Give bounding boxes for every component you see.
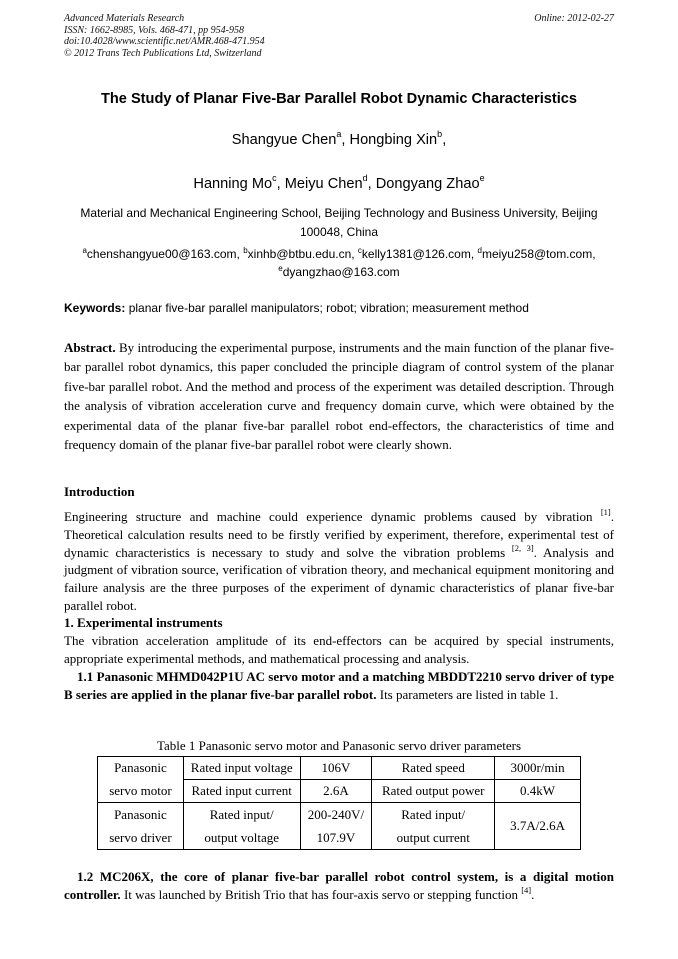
author-name: Hanning Mo bbox=[193, 176, 273, 192]
author-name: Shangyue Chen bbox=[231, 132, 337, 148]
author-line-1: Shangyue Chen$^a$, Hongbing Xin$^b$, bbox=[231, 129, 447, 148]
cell-line: Panasonic bbox=[114, 807, 167, 822]
table-cell: Rated input current bbox=[183, 780, 300, 803]
email-address[interactable]: xinhb@btbu.edu.cn bbox=[247, 247, 352, 261]
sentence-end: . bbox=[531, 886, 535, 902]
cell-line: Rated input/ bbox=[401, 807, 466, 822]
author-name: Dongyang Zhao bbox=[375, 176, 480, 192]
email-sup: a bbox=[82, 246, 87, 255]
citation: [2, 3] bbox=[511, 542, 534, 553]
table-cell: 3000r/min bbox=[495, 757, 581, 780]
online-date: Online: 2012-02-27 bbox=[534, 13, 614, 24]
cell-line: output current bbox=[396, 830, 470, 845]
keywords-text: planar five-bar parallel manipulators; robot; vibration; measurement method bbox=[128, 301, 529, 315]
section1-heading: 1. Experimental instruments bbox=[64, 615, 223, 630]
table-cell: Rated speed bbox=[372, 757, 495, 780]
table-caption: Table 1 Panasonic servo motor and Panasonic servo driver parameters bbox=[156, 738, 522, 753]
subsection-1-1 bbox=[64, 668, 614, 704]
author-sup: d bbox=[362, 173, 368, 183]
table-cell: 2.6A bbox=[300, 780, 372, 803]
table-cell: Rated input voltage bbox=[183, 757, 300, 780]
email-sup: c bbox=[357, 246, 362, 255]
email-address[interactable]: chenshangyue00@163.com bbox=[86, 247, 237, 261]
table-cell bbox=[183, 803, 300, 850]
abstract-label: Abstract. bbox=[64, 340, 116, 355]
keywords bbox=[64, 301, 614, 315]
table-row bbox=[98, 757, 581, 780]
intro-text: . Theoretical calculation results need to be firstly verified by experiment, therefore, experimental test of dynamic characteristics is necessary to study and solve the vibration problems bbox=[64, 509, 614, 560]
intro-text: Engineering structure and machine could experience dynamic problems caused by vibration bbox=[64, 509, 601, 524]
table-row bbox=[98, 803, 581, 850]
citation: [4] bbox=[521, 884, 532, 895]
email-sup: b bbox=[243, 246, 248, 255]
cell-line: 107.9V bbox=[316, 830, 356, 845]
table-cell: 106V bbox=[300, 757, 372, 780]
subsection-1-2 bbox=[64, 868, 614, 904]
cell-line: output voltage bbox=[204, 830, 280, 845]
intro-text: . Analysis and judgment of vibration source, verification of vibration theory, and mechanical equipment monitoring and failure analysis are the three purposes of the experiment of dynamic characteristics of planar five-bar parallel robot. bbox=[64, 544, 614, 613]
abstract bbox=[64, 338, 614, 454]
author-sup: c bbox=[272, 173, 277, 183]
author-sup: e bbox=[479, 173, 485, 183]
affiliation: Material and Mechanical Engineering School, Beijing Technology and Business University, Beijing 100048, China bbox=[80, 206, 598, 239]
author-line-2: Hanning Mo$^c$, Meiyu Chen$^d$, Dongyang Zhao$^e$ bbox=[193, 173, 485, 192]
copyright-line: © 2012 Trans Tech Publications Ltd, Switzerland bbox=[64, 47, 262, 59]
running-header bbox=[64, 13, 265, 59]
email-sup: d bbox=[477, 246, 482, 255]
introduction-heading: Introduction bbox=[64, 484, 135, 499]
keywords-label: Keywords: bbox=[64, 301, 126, 315]
email-address[interactable]: meiyu258@tom.com bbox=[481, 247, 593, 261]
subsection-1-1-text: Its parameters are listed in table 1. bbox=[376, 686, 559, 702]
section1-paragraph: The vibration acceleration amplitude of its end-effectors can be acquired by special instruments, appropriate experimental methods, and mathematical processing and analysis. bbox=[64, 633, 614, 666]
email-address[interactable]: kelly1381@126.com bbox=[361, 247, 471, 261]
journal-name: Advanced Materials Research bbox=[64, 13, 185, 24]
subsection-1-2-bold: 1.2 MC206X, the core of planar five-bar parallel robot control system, is a digital motion controller. bbox=[64, 869, 614, 902]
email-sup: e bbox=[278, 264, 283, 273]
table-cell bbox=[300, 803, 372, 850]
author-name: Meiyu Chen bbox=[284, 176, 363, 192]
table-cell: Rated output power bbox=[372, 780, 495, 803]
table-cell bbox=[98, 803, 184, 850]
email-list: $^a$chenshangyue00@163.com, $^b$xinhb@btbu.edu.cn, $^c$kelly1381@126.com, $^d$meiyu258@tom.com, $^e$dyangzhao@163.com bbox=[82, 246, 596, 279]
table-cell bbox=[372, 803, 495, 850]
subsection-1-2-text: It was launched by British Trio that has four-axis servo or stepping function bbox=[120, 886, 522, 902]
table-row bbox=[98, 780, 581, 803]
doi-line: doi:10.4028/www.scientific.net/AMR.468-471.954 bbox=[64, 36, 265, 47]
email-address[interactable]: dyangzhao@163.com bbox=[282, 265, 400, 279]
table-cell: 3.7A/2.6A bbox=[495, 803, 581, 850]
cell-line: 200-240V/ bbox=[307, 807, 365, 822]
author-sup: b bbox=[437, 129, 443, 139]
cell-line: servo driver bbox=[109, 830, 172, 845]
subsection-1-1-bold: 1.1 Panasonic MHMD042P1U AC servo motor and a matching MBDDT2210 servo driver of type B series are applied in the planar five-bar parallel robot. bbox=[64, 669, 614, 702]
author-name: Hongbing Xin bbox=[349, 132, 438, 148]
citation: [1] bbox=[600, 507, 611, 517]
table-cell: 0.4kW bbox=[495, 780, 581, 803]
parameters-table bbox=[97, 756, 581, 850]
table-cell: Panasonic bbox=[98, 757, 184, 780]
issn-line: ISSN: 1662-8985, Vols. 468-471, pp 954-958 bbox=[64, 24, 244, 36]
abstract-text: By introducing the experimental purpose, instruments and the main function of the planar five-bar parallel robot dynamics, this paper concluded the principle diagram of control system of the planar five-bar parallel robot. And the method and process of the experiment was detailed description. Through the analysis of vibration acceleration curve and frequency domain curve, which were obtained by the experimental data of the planar five-bar parallel robot end-effectors, the characteristics of time and frequency domain of the planar five-bar parallel robot were clearly shown. bbox=[64, 340, 614, 453]
cell-line: Rated input/ bbox=[209, 807, 274, 822]
paper-title: The Study of Planar Five-Bar Parallel Robot Dynamic Characteristics bbox=[100, 91, 578, 107]
table-cell: servo motor bbox=[98, 780, 184, 803]
author-sup: a bbox=[336, 129, 342, 139]
introduction-paragraph bbox=[64, 508, 614, 615]
